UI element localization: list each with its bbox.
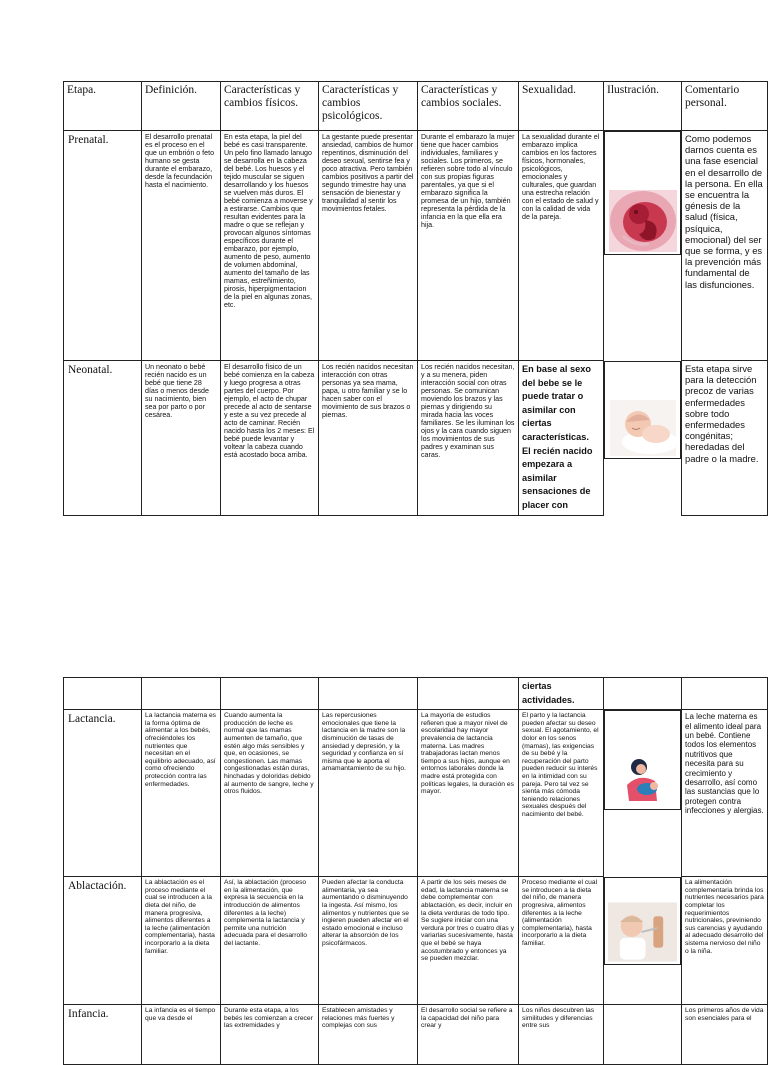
prenatal-sociales: Durante el embarazo la mujer tiene que hacer cambios individuales, familiares y sociales. Los primeros, se refieren sobre todo al vínculo con sus propias figuras parentales, ya que si el embarazo significa la promesa de un hijo, también representa la pérdida de la infancia en la que ella era hija. bbox=[418, 131, 519, 361]
neonatal-sexualidad-continuation: ciertas actividades. bbox=[519, 678, 604, 710]
neonatal-fisicos: El desarrollo físico de un bebé comienza en la cabeza y luego progresa a otras partes del cuerpo. Por ejemplo, el acto de chupar precede al acto de sentarse y este a su vez precede al acto de caminar. Recién nacido hasta los 2 meses: El bebé puede levantar y voltear la cabeza cuando está acostado boca arriba. bbox=[221, 361, 319, 516]
lactancia-comentario: La leche materna es el alimento ideal para un bebé. Contiene todos los elementos nutritivos que necesita para su crecimiento y desarrollo, así como las sustancias que lo protegen contra infecciones y alergias. bbox=[682, 710, 768, 877]
row-neonatal bbox=[64, 361, 768, 516]
stage-neonatal: Neonatal. bbox=[64, 361, 142, 516]
ablactacion-comentario: La alimentación complementaria brinda los nutrientes necesarios para completar los requerimientos nutricionales, previniendo sus carencias y ayudando al adecuado desarrollo del sistema nervioso del niño o la niña. bbox=[682, 877, 768, 1005]
header-etapa: Etapa. bbox=[64, 82, 142, 131]
stage-infancia: Infancia. bbox=[64, 1005, 142, 1065]
infancia-comentario: Los primeros años de vida son esenciales para el bbox=[682, 1005, 768, 1065]
stages-table-page-1 bbox=[63, 81, 768, 516]
row-infancia bbox=[64, 1005, 768, 1065]
row-prenatal bbox=[64, 131, 768, 361]
prenatal-psicologicos: La gestante puede presentar ansiedad, cambios de humor repentinos, disminución del deseo sexual, sentirse fea y poco atractiva. Pero también cambios positivos a partir del segundo trimestre hay una sensación de bienestar y tranquilidad al sentir los movimientos fetales. bbox=[319, 131, 418, 361]
prenatal-ilustracion bbox=[604, 131, 681, 255]
ablactacion-ilustracion bbox=[604, 877, 681, 965]
stage-ablactacion: Ablactación. bbox=[64, 877, 142, 1005]
stage-lactancia: Lactancia. bbox=[64, 710, 142, 877]
infancia-ilustracion bbox=[604, 1005, 682, 1065]
header-row bbox=[64, 82, 768, 131]
neonatal-ilustracion bbox=[604, 361, 681, 459]
fetus-illustration bbox=[609, 190, 677, 252]
prenatal-definicion: El desarrollo prenatal es el proceso en el que un embrión o feto humano se gesta durante el embarazo, desde la fecundación hasta el nacimiento. bbox=[142, 131, 221, 361]
lactancia-psicologicos: Las repercusiones emocionales que tiene la lactancia en la madre son la disminución de tasas de ansiedad y depresión, y la seguridad y confianza en sí misma que le aporta el amamantamiento de su hijo. bbox=[319, 710, 418, 877]
header-comentario: Comentario personal. bbox=[682, 82, 768, 131]
stages-table-page-2 bbox=[63, 677, 768, 1065]
infancia-psicologicos: Establecen amistades y relaciones más fuertes y complejas con sus bbox=[319, 1005, 418, 1065]
row-ablactacion bbox=[64, 877, 768, 1005]
prenatal-comentario: Como podemos darnos cuenta es una fase esencial en el desarrollo de la persona. En ella se encuentra la génesis de la salud (física, psíquica, emocional) del ser que se forma, y es la prevención más fundamental de las disfunciones. bbox=[682, 131, 768, 361]
infancia-sexualidad: Los niños descubren las similitudes y diferencias entre sus bbox=[519, 1005, 604, 1065]
header-definicion: Definición. bbox=[142, 82, 221, 131]
ablactacion-sociales: A partir de los seis meses de edad, la lactancia materna se debe complementar con ablactación, es decir, incluir en la dieta verduras de todo tipo. Se sugiere iniciar con una verdura por tres o cuatro días y variarlas sucesivamente, hasta que el bebé se haya acostumbrado y entonces ya se pueden mezclar. bbox=[418, 877, 519, 1005]
header-psicologicos: Características y cambios psicológicos. bbox=[319, 82, 418, 131]
baby-feeding-illustration bbox=[608, 902, 677, 962]
continuation-row bbox=[64, 678, 768, 710]
prenatal-fisicos: En esta etapa, la piel del bebé es casi transparente. Un pelo fino llamado lanugo se desarrolla en la cabeza del bebé. Los huesos y el tejido muscular se siguen desarrollando y los huesos se vuelven más duros. El bebé comienza a moverse y a estirarse. Cambios que resultan evidentes para la madre o que se reflejan y provocan algunos síntomas específicos durante el embarazo, por ejemplo, aumento de peso, aumento de volumen abdominal, aumento del tamaño de las mamas, estreñimiento, pirosis, hiperpigmentacion de la piel en algunas zonas, etc. bbox=[221, 131, 319, 361]
header-sexualidad: Sexualidad. bbox=[519, 82, 604, 131]
neonatal-sociales: Los recién nacidos necesitan, y a su menera, piden interacción social con otras personas. Se comunican moviendo los brazos y las piernas y dirigiendo su mirada hacia las voces familiares. Se les iluminan los ojos y la cara cuando siguen los movimientos de sus padres y examinan sus caras. bbox=[418, 361, 519, 516]
ablactacion-definicion: La ablactación es el proceso mediante el cual se introducen a la dieta del niño, de manera progresiva, alimentos diferentes a la leche (alimentación complementaria), hasta incorporarlo a la dieta familiar. bbox=[142, 877, 221, 1005]
infancia-definicion: La infancia es el tiempo que va desde el bbox=[142, 1005, 221, 1065]
neonatal-psicologicos: Los recién nacidos necesitan interacción con otras personas ya sea mama, papa, u otro familiar y se lo hacen saber con el movimiento de sus brazos o piernas. bbox=[319, 361, 418, 516]
lactancia-ilustracion bbox=[604, 710, 681, 810]
row-lactancia bbox=[64, 710, 768, 877]
header-fisicos: Características y cambios físicos. bbox=[221, 82, 319, 131]
neonatal-definicion: Un neonato o bebé recién nacido es un bebé que tiene 28 días o menos desde su nacimiento, bien sea por parto o por cesárea. bbox=[142, 361, 221, 516]
lactancia-sociales: La mayoría de estudios refieren que a mayor nivel de escolaridad hay mayor prevalencia de lactancia materna. Las madres trabajadoras lactan menos tiempo a sus hijos, aunque en entornos laborales donde la madre está protegida con políticas legales, la duración es mayor. bbox=[418, 710, 519, 877]
lactancia-definicion: La lactancia materna es la forma óptima de alimentar a los bebés, ofreciéndoles los nutrientes que necesitan en el equilibrio adecuado, así como ofreciendo protección contra las enfermedades. bbox=[142, 710, 221, 877]
ablactacion-psicologicos: Pueden afectar la conducta alimentaria, ya sea aumentando o disminuyendo la ingesta. Así mismo, los alimentos y nutrientes que se ingieren pueden afectar en el estado emocional e incluso alterar la absorción de los psicofármacos. bbox=[319, 877, 418, 1005]
ablactacion-fisicos: Así, la ablactación (proceso en la alimentación, que expresa la secuencia en la introducción de alimentos diferentes a la leche) complementa la lactancia y permite una nutrición adecuada para el desarrollo del lactante. bbox=[221, 877, 319, 1005]
neonatal-comentario: Esta etapa sirve para la detección precoz de varias enfermedades sobre todo enfermedades congénitas; heredadas del padre o la madre. bbox=[682, 361, 768, 516]
stage-prenatal: Prenatal. bbox=[64, 131, 142, 361]
newborn-illustration bbox=[610, 400, 676, 456]
neonatal-sexualidad: En base al sexo del bebe se le puede tratar o asimilar con ciertas características. El recién nacido empezara a asimilar sensaciones de placer con bbox=[519, 361, 604, 516]
ablactacion-sexualidad: Proceso mediante el cual se introducen a la dieta del niño, de manera progresiva, alimentos diferentes a la leche (alimentación complementaria), hasta incorporarlo a la dieta familiar. bbox=[519, 877, 604, 1005]
infancia-sociales: El desarrollo social se refiere a la capacidad del niño para crear y bbox=[418, 1005, 519, 1065]
breastfeeding-illustration bbox=[617, 755, 669, 807]
infancia-fisicos: Durante esta etapa, a los bebés les comienzan a crecer las extremidades y bbox=[221, 1005, 319, 1065]
lactancia-sexualidad: El parto y la lactancia pueden afectar su deseo sexual. El agotamiento, el dolor en los senos (mamas), las exigencias de su bebé y la recuperación del parto pueden reducir su interés en la intimidad con su pareja. Pero tal vez se sienta más cómoda teniendo relaciones sexuales después del nacimiento del bebé. bbox=[519, 710, 604, 877]
prenatal-sexualidad: La sexualidad durante el embarazo implica cambios en los factores físicos, hormonales, psicológicos, emocionales y culturales, que guardan una estrecha relación con el estado de salud y con la calidad de vida de la pareja. bbox=[519, 131, 604, 361]
lactancia-fisicos: Cuando aumenta la producción de leche es normal que las mamas aumenten de tamaño, que estén algo más sensibles y que, en ocasiones, se congestionen. Las mamas congestionadas están duras, hinchadas y doloridas debido al aumento de sangre, leche y otros fluidos. bbox=[221, 710, 319, 877]
header-ilustracion: Ilustración. bbox=[604, 82, 682, 131]
header-sociales: Características y cambios sociales. bbox=[418, 82, 519, 131]
